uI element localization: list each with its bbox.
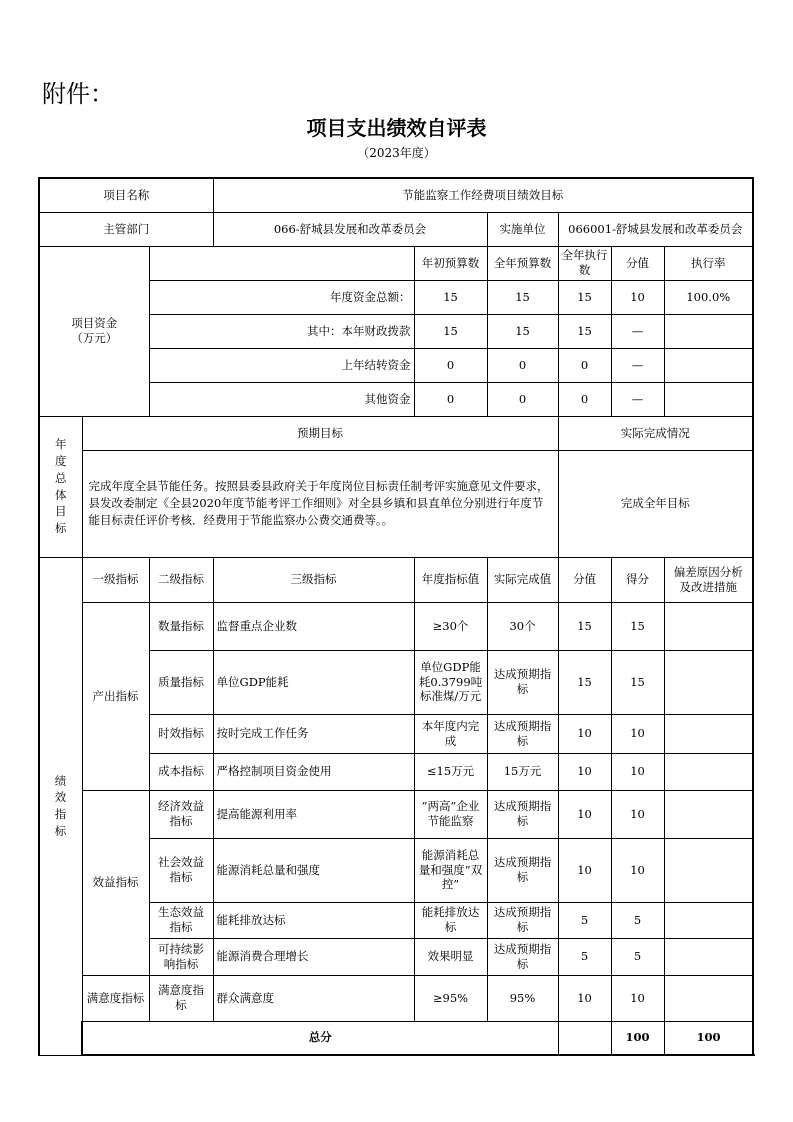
performance-evaluation-table [38, 177, 754, 1056]
level2-indicator: 质量指标 [149, 650, 213, 714]
score: 5 [611, 902, 664, 938]
perf-col-header: 偏差原因分析 及改进措施 [664, 557, 753, 602]
funds-col-header: 全年执行数 [558, 246, 611, 280]
actual-value: 95% [487, 975, 558, 1021]
funds-cell: 0 [558, 382, 611, 416]
actual-value: 达成预期指标 [487, 838, 558, 902]
target-value: ≥95% [414, 975, 487, 1021]
target-value: ”两高”企业节能监察 [414, 790, 487, 838]
funds-cell: 0 [487, 348, 558, 382]
score-value: 10 [558, 975, 611, 1021]
funds-row-label: 年度资金总额： [149, 280, 414, 314]
level3-indicator: 监督重点企业数 [213, 602, 414, 650]
level3-indicator: 提高能源利用率 [213, 790, 414, 838]
funds-cell: 15 [487, 280, 558, 314]
perf-col-header: 二级指标 [149, 557, 213, 602]
score: 15 [611, 602, 664, 650]
level3-indicator: 能源消耗总量和强度 [213, 838, 414, 902]
level3-indicator: 群众满意度 [213, 975, 414, 1021]
funds-exec-rate: 100.0% [686, 289, 731, 304]
year-subtitle: （2023年度） [357, 146, 436, 160]
funds-cell: — [611, 348, 664, 382]
funds-col-header: 年初预算数 [414, 246, 487, 280]
funds-cell: 15 [414, 280, 487, 314]
funds-cell: 15 [414, 314, 487, 348]
perf-col-header: 得分 [611, 557, 664, 602]
actual-value: 达成预期指标 [487, 650, 558, 714]
target-value: ≤15万元 [414, 753, 487, 790]
score-value: 5 [558, 938, 611, 975]
total-score: 100 [664, 1021, 753, 1055]
perf-col-header: 实际完成值 [487, 557, 558, 602]
goals-label: 年 度 总 体 目 标 [39, 416, 82, 557]
score-value: 10 [558, 753, 611, 790]
funds-col-header: 分值 [611, 246, 664, 280]
level1-indicator: 产出指标 [82, 602, 149, 790]
target-value: 本年度内完成 [414, 714, 487, 753]
funds-cell: — [611, 314, 664, 348]
level1-indicator: 效益指标 [82, 790, 149, 975]
dept-value: 066-舒城县发展和改革委员会 [213, 212, 487, 246]
level1-indicator: 满意度指标 [82, 975, 149, 1021]
perf-col-header: 分值 [558, 557, 611, 602]
score: 15 [611, 650, 664, 714]
deviation-note [664, 602, 753, 650]
deviation-note [664, 975, 753, 1021]
score: 5 [611, 938, 664, 975]
funds-cell [664, 280, 753, 314]
funds-cell: 0 [487, 382, 558, 416]
level3-indicator: 单位GDP能耗 [213, 650, 414, 714]
level2-indicator: 数量指标 [149, 602, 213, 650]
funds-cell: — [611, 382, 664, 416]
actual-result-text: 完成全年目标 [558, 450, 753, 557]
score: 10 [611, 975, 664, 1021]
total-label: 总分 [82, 1021, 558, 1055]
actual-value: 达成预期指标 [487, 902, 558, 938]
score-value: 15 [558, 602, 611, 650]
score-value: 5 [558, 902, 611, 938]
funds-cell [664, 382, 753, 416]
total-score-value: 100 [611, 1021, 664, 1055]
deviation-note [664, 790, 753, 838]
funds-cell [664, 314, 753, 348]
level2-indicator: 生态效益指标 [149, 902, 213, 938]
funds-cell: 15 [487, 314, 558, 348]
score: 10 [611, 790, 664, 838]
funds-cell: 15 [558, 280, 611, 314]
actual-value: 达成预期指标 [487, 790, 558, 838]
target-value: 单位GDP能耗0.3799吨标准煤/万元 [414, 650, 487, 714]
funds-cell: 0 [414, 382, 487, 416]
funds-cell: 10 [611, 280, 664, 314]
impl-label: 实施单位 [487, 212, 558, 246]
target-value: 能耗排放达标 [414, 902, 487, 938]
level3-indicator: 能源消费合理增长 [213, 938, 414, 975]
level2-indicator: 可持续影响指标 [149, 938, 213, 975]
funds-row-label: 其中：本年财政拨款 [149, 314, 414, 348]
score: 10 [611, 714, 664, 753]
project-name-value: 节能监察工作经费项目绩效目标 [213, 178, 753, 212]
score-value: 10 [558, 714, 611, 753]
level2-indicator: 时效指标 [149, 714, 213, 753]
funds-cell: 15 [558, 314, 611, 348]
dept-label: 主管部门 [39, 212, 213, 246]
score: 10 [611, 838, 664, 902]
target-value: ≥30个 [414, 602, 487, 650]
actual-value: 30个 [487, 602, 558, 650]
actual-value: 达成预期指标 [487, 714, 558, 753]
funds-col-header: 全年预算数 [487, 246, 558, 280]
actual-value: 达成预期指标 [487, 938, 558, 975]
score-value: 15 [558, 650, 611, 714]
project-name-label: 项目名称 [39, 178, 213, 212]
level3-indicator: 能耗排放达标 [213, 902, 414, 938]
funds-label: 项目资金 （万元） [39, 246, 149, 416]
level2-indicator: 成本指标 [149, 753, 213, 790]
attachment-label: 附件： [42, 80, 114, 108]
level2-indicator: 社会效益指标 [149, 838, 213, 902]
actual-value: 15万元 [487, 753, 558, 790]
funds-cell [664, 348, 753, 382]
perf-col-header: 三级指标 [213, 557, 414, 602]
expected-goal-text: 完成年度全县节能任务。按照县委县政府关于年度岗位目标责任制考评实施意见文件要求，县发改委制定《全县2020年度节能考评工作细则》对全县乡镇和县直单位分别进行年度节能目标责任评价考核．经费用于节能监察办公费交通费等。。 [82, 450, 558, 557]
perf-col-header: 年度指标值 [414, 557, 487, 602]
target-value: 效果明显 [414, 938, 487, 975]
level2-indicator: 经济效益指标 [149, 790, 213, 838]
score-value: 10 [558, 790, 611, 838]
actual-result-header: 实际完成情况 [558, 416, 753, 450]
level2-indicator: 满意度指标 [149, 975, 213, 1021]
perf-col-header: 一级指标 [82, 557, 149, 602]
performance-label: 绩 效 指 标 [39, 557, 82, 1055]
deviation-note [664, 650, 753, 714]
funds-col-header [664, 246, 753, 280]
deviation-note [664, 838, 753, 902]
page-title: 项目支出绩效自评表 [306, 116, 487, 140]
funds-col-header-rate: 执行率 [691, 255, 726, 270]
deviation-note [664, 714, 753, 753]
deviation-note [664, 938, 753, 975]
deviation-note [664, 753, 753, 790]
total-actual-blank [558, 1021, 611, 1055]
level3-indicator: 按时完成工作任务 [213, 714, 414, 753]
funds-cell: 0 [414, 348, 487, 382]
level3-indicator: 严格控制项目资金使用 [213, 753, 414, 790]
expected-goal-header: 预期目标 [82, 416, 558, 450]
impl-value: 066001-舒城县发展和改革委员会 [558, 212, 753, 246]
target-value: 能源消耗总量和强度”双控” [414, 838, 487, 902]
funds-header-blank [149, 246, 414, 280]
deviation-note [664, 902, 753, 938]
funds-row-label: 上年结转资金 [149, 348, 414, 382]
score: 10 [611, 753, 664, 790]
score-value: 10 [558, 838, 611, 902]
funds-cell: 0 [558, 348, 611, 382]
funds-row-label: 其他资金 [149, 382, 414, 416]
